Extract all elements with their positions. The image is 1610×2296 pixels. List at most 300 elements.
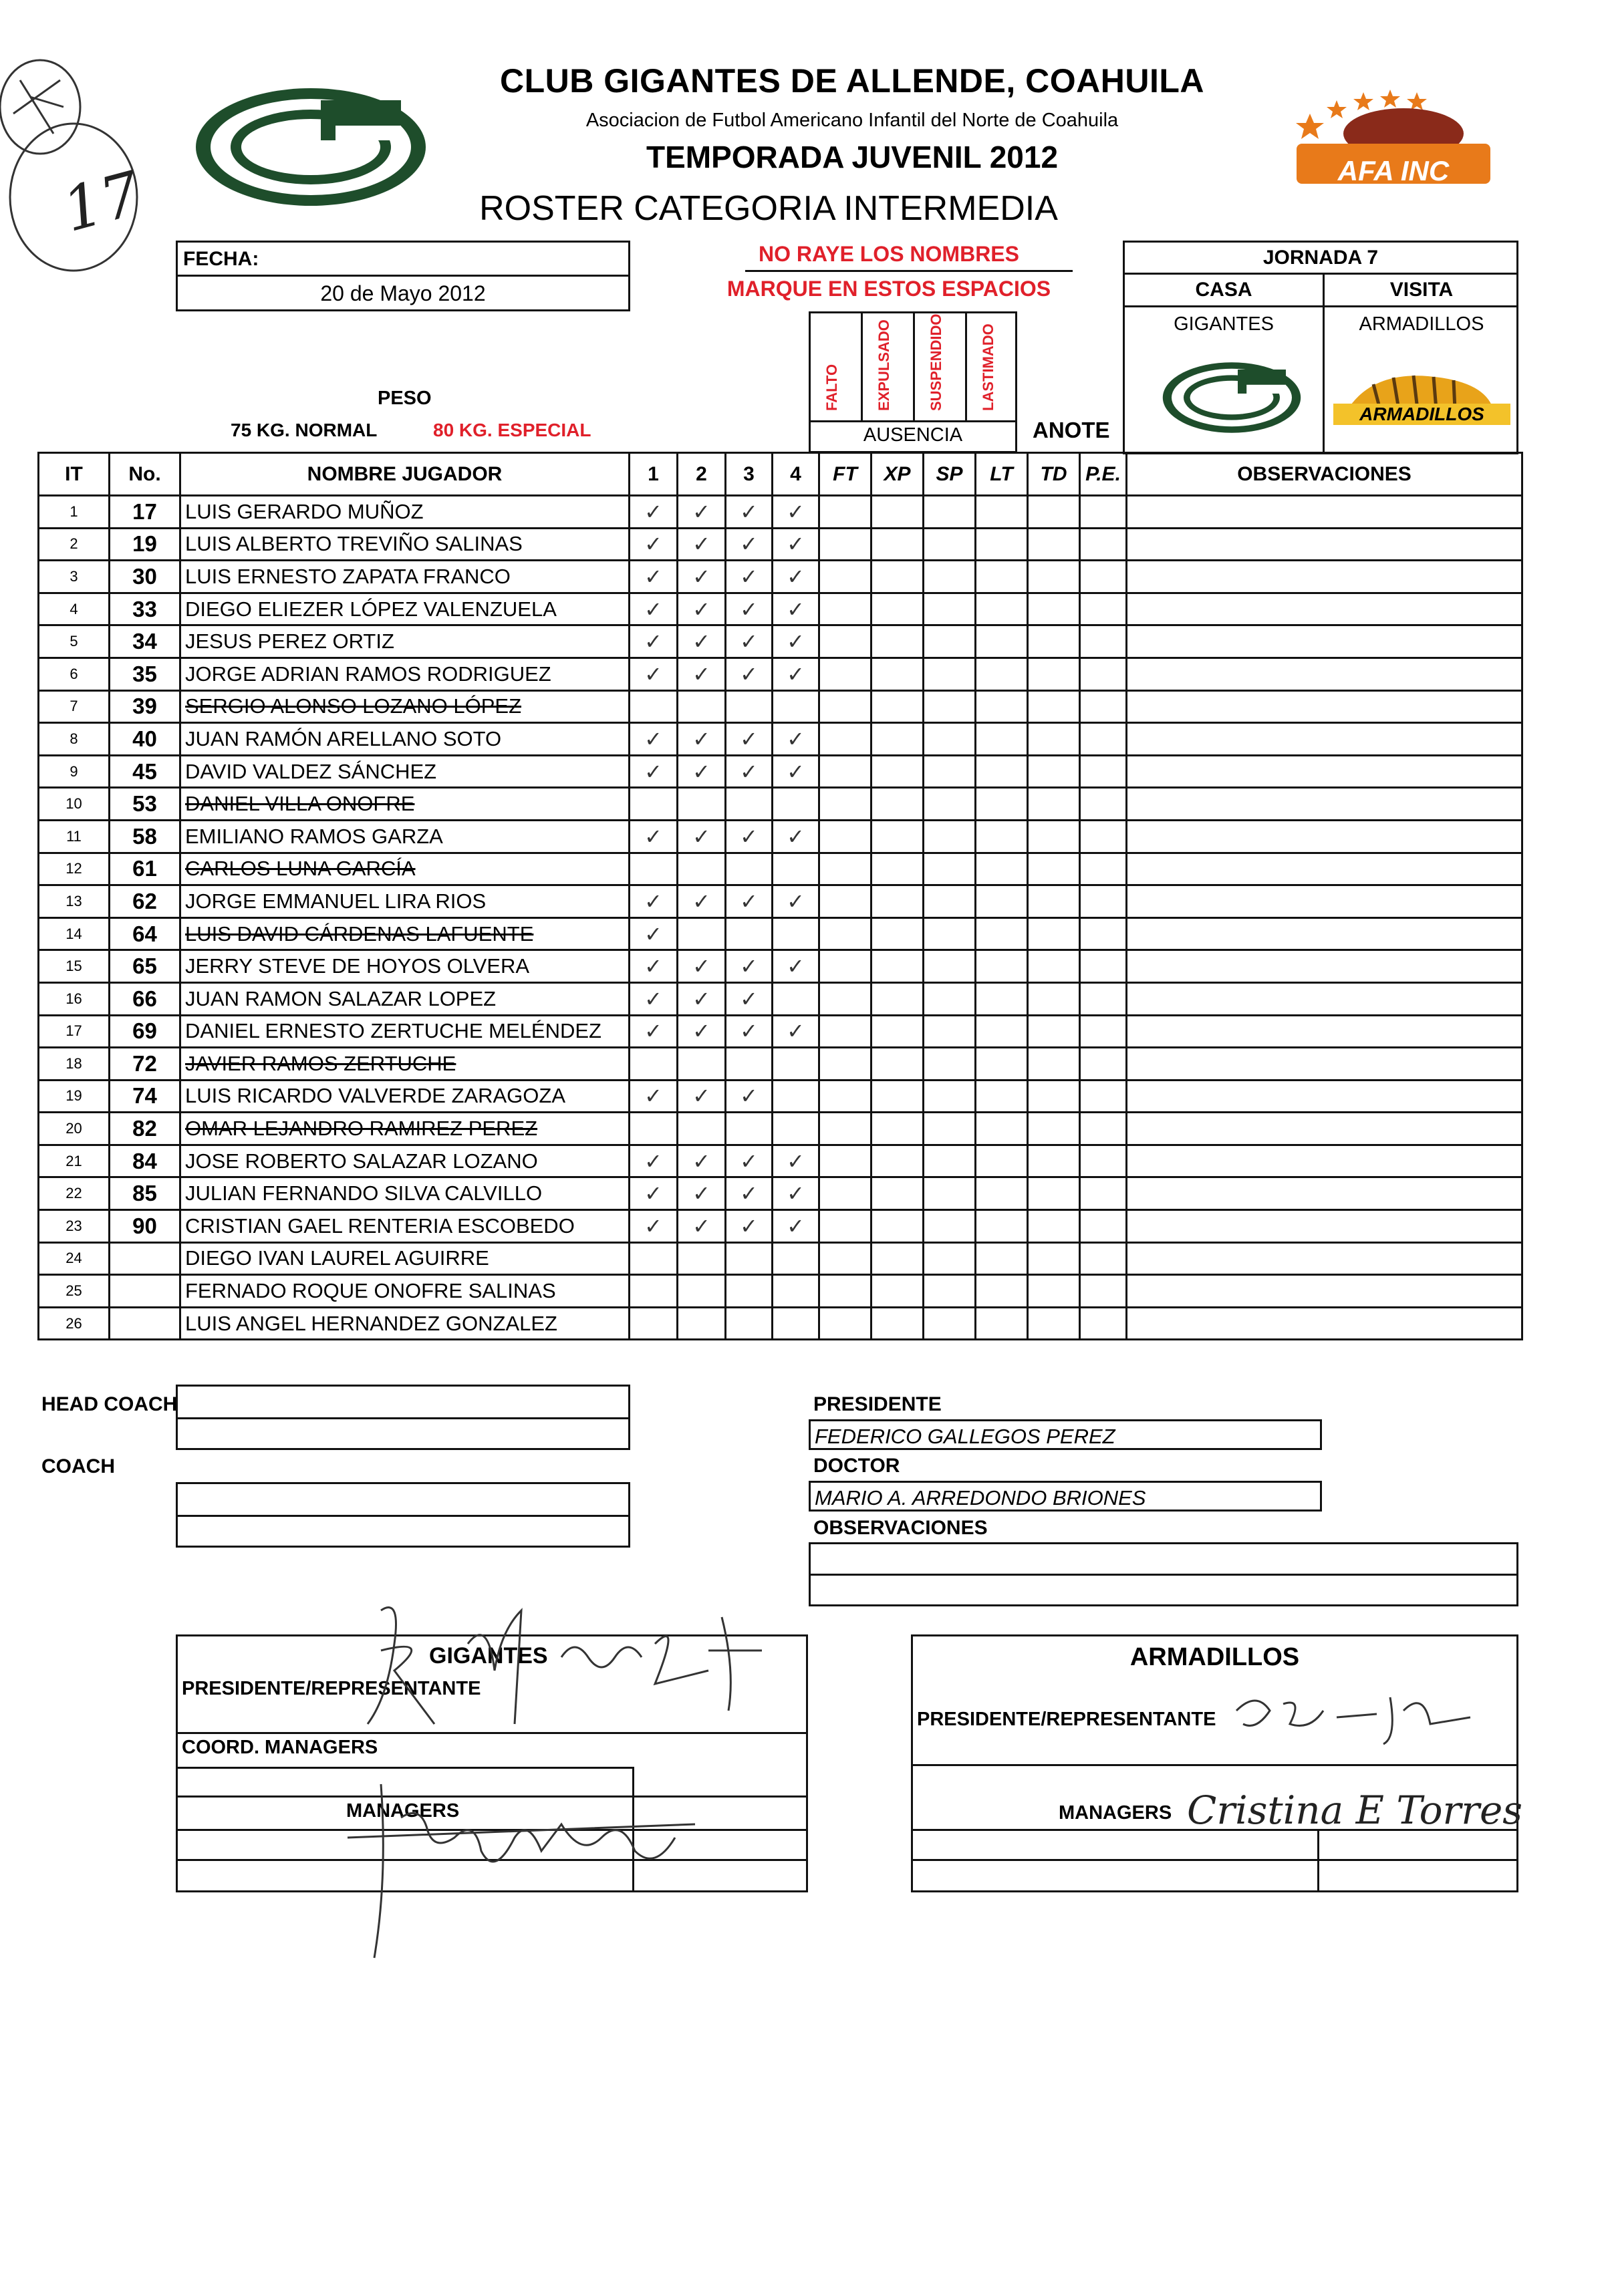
quarter-4-cell[interactable]: ✓ — [773, 593, 819, 625]
td-cell[interactable] — [1028, 1080, 1080, 1113]
quarter-1-cell[interactable] — [630, 788, 678, 821]
xp-cell[interactable] — [871, 561, 924, 593]
observations-cell[interactable] — [1127, 1275, 1522, 1308]
quarter-4-cell[interactable]: ✓ — [773, 1015, 819, 1048]
sp-cell[interactable] — [924, 561, 976, 593]
quarter-3-cell[interactable] — [726, 690, 773, 723]
pe-cell[interactable] — [1080, 625, 1127, 658]
quarter-1-cell[interactable]: ✓ — [630, 561, 678, 593]
row-index: 20 — [39, 1113, 110, 1145]
quarter-1-cell[interactable]: ✓ — [630, 1015, 678, 1048]
quarter-2-cell[interactable] — [678, 853, 726, 885]
quarter-2-cell[interactable]: ✓ — [678, 625, 726, 658]
pe-cell[interactable] — [1080, 658, 1127, 690]
quarter-2-cell[interactable] — [678, 1275, 726, 1308]
lt-cell[interactable] — [976, 755, 1028, 788]
ft-cell[interactable] — [819, 982, 871, 1015]
home-team-logo — [1162, 357, 1302, 438]
quarter-3-cell[interactable]: ✓ — [726, 593, 773, 625]
pe-cell[interactable] — [1080, 853, 1127, 885]
lt-cell[interactable] — [976, 917, 1028, 950]
sp-cell[interactable] — [924, 788, 976, 821]
sp-cell[interactable] — [924, 950, 976, 983]
quarter-3-cell[interactable]: ✓ — [726, 1145, 773, 1177]
td-cell[interactable] — [1028, 625, 1080, 658]
xp-cell[interactable] — [871, 982, 924, 1015]
player-name: LUIS ALBERTO TREVIÑO SALINAS — [180, 528, 630, 561]
quarter-1-cell[interactable] — [630, 690, 678, 723]
td-cell[interactable] — [1028, 853, 1080, 885]
observations-cell[interactable] — [1127, 1210, 1522, 1243]
observations-cell[interactable] — [1127, 1177, 1522, 1210]
pe-cell[interactable] — [1080, 755, 1127, 788]
quarter-4-cell[interactable] — [773, 1080, 819, 1113]
pe-cell[interactable] — [1080, 528, 1127, 561]
quarter-4-cell[interactable] — [773, 1113, 819, 1145]
observations-field[interactable] — [809, 1542, 1518, 1606]
xp-cell[interactable] — [871, 1210, 924, 1243]
lt-cell[interactable] — [976, 723, 1028, 756]
observations-cell[interactable] — [1127, 496, 1522, 529]
td-cell[interactable] — [1028, 723, 1080, 756]
quarter-4-cell[interactable] — [773, 1242, 819, 1275]
sp-cell[interactable] — [924, 853, 976, 885]
quarter-4-cell[interactable]: ✓ — [773, 625, 819, 658]
td-cell[interactable] — [1028, 1113, 1080, 1145]
quarter-2-cell[interactable]: ✓ — [678, 1177, 726, 1210]
lt-cell[interactable] — [976, 1015, 1028, 1048]
ft-cell[interactable] — [819, 1210, 871, 1243]
sp-cell[interactable] — [924, 1113, 976, 1145]
quarter-2-cell[interactable] — [678, 788, 726, 821]
td-cell[interactable] — [1028, 1307, 1080, 1340]
ft-cell[interactable] — [819, 1080, 871, 1113]
pe-cell[interactable] — [1080, 820, 1127, 853]
observations-cell[interactable] — [1127, 820, 1522, 853]
sp-cell[interactable] — [924, 1307, 976, 1340]
ft-cell[interactable] — [819, 1275, 871, 1308]
sp-cell[interactable] — [924, 1048, 976, 1081]
xp-cell[interactable] — [871, 1048, 924, 1081]
quarter-2-cell[interactable]: ✓ — [678, 982, 726, 1015]
observations-cell[interactable] — [1127, 885, 1522, 918]
pe-cell[interactable] — [1080, 1113, 1127, 1145]
xp-cell[interactable] — [871, 853, 924, 885]
quarter-4-cell[interactable]: ✓ — [773, 658, 819, 690]
quarter-2-cell[interactable]: ✓ — [678, 496, 726, 529]
quarter-1-cell[interactable] — [630, 1275, 678, 1308]
quarter-2-cell[interactable]: ✓ — [678, 1210, 726, 1243]
td-cell[interactable] — [1028, 755, 1080, 788]
quarter-4-cell[interactable]: ✓ — [773, 528, 819, 561]
quarter-2-cell[interactable]: ✓ — [678, 593, 726, 625]
quarter-1-cell[interactable] — [630, 1048, 678, 1081]
ft-cell[interactable] — [819, 1242, 871, 1275]
president-field[interactable] — [809, 1419, 1322, 1450]
quarter-3-cell[interactable] — [726, 917, 773, 950]
sp-cell[interactable] — [924, 1275, 976, 1308]
td-cell[interactable] — [1028, 820, 1080, 853]
quarter-4-cell[interactable] — [773, 1307, 819, 1340]
jersey-number: 85 — [110, 1177, 180, 1210]
ft-cell[interactable] — [819, 917, 871, 950]
quarter-2-cell[interactable] — [678, 1242, 726, 1275]
lt-cell[interactable] — [976, 625, 1028, 658]
observations-cell[interactable] — [1127, 1145, 1522, 1177]
quarter-2-cell[interactable]: ✓ — [678, 820, 726, 853]
lt-cell[interactable] — [976, 788, 1028, 821]
quarter-2-cell[interactable]: ✓ — [678, 528, 726, 561]
ft-cell[interactable] — [819, 690, 871, 723]
ft-cell[interactable] — [819, 593, 871, 625]
quarter-4-cell[interactable]: ✓ — [773, 820, 819, 853]
quarter-1-cell[interactable] — [630, 1242, 678, 1275]
quarter-3-cell[interactable] — [726, 1048, 773, 1081]
coach-field[interactable] — [176, 1482, 630, 1548]
td-cell[interactable] — [1028, 496, 1080, 529]
ft-cell[interactable] — [819, 755, 871, 788]
pe-cell[interactable] — [1080, 885, 1127, 918]
td-cell[interactable] — [1028, 1177, 1080, 1210]
ft-cell[interactable] — [819, 1015, 871, 1048]
sp-cell[interactable] — [924, 885, 976, 918]
lt-cell[interactable] — [976, 1113, 1028, 1145]
observations-cell[interactable] — [1127, 1242, 1522, 1275]
pe-cell[interactable] — [1080, 1307, 1127, 1340]
quarter-1-cell[interactable]: ✓ — [630, 496, 678, 529]
xp-cell[interactable] — [871, 625, 924, 658]
quarter-3-cell[interactable] — [726, 853, 773, 885]
td-cell[interactable] — [1028, 1275, 1080, 1308]
observations-cell[interactable] — [1127, 593, 1522, 625]
pe-cell[interactable] — [1080, 1210, 1127, 1243]
observations-cell[interactable] — [1127, 853, 1522, 885]
sp-cell[interactable] — [924, 820, 976, 853]
quarter-4-cell[interactable]: ✓ — [773, 561, 819, 593]
lt-cell[interactable] — [976, 593, 1028, 625]
quarter-4-cell[interactable]: ✓ — [773, 885, 819, 918]
sp-cell[interactable] — [924, 690, 976, 723]
pe-cell[interactable] — [1080, 690, 1127, 723]
sp-cell[interactable] — [924, 982, 976, 1015]
observations-cell[interactable] — [1127, 625, 1522, 658]
observations-cell[interactable] — [1127, 755, 1522, 788]
xp-cell[interactable] — [871, 593, 924, 625]
quarter-3-cell[interactable]: ✓ — [726, 1080, 773, 1113]
td-cell[interactable] — [1028, 917, 1080, 950]
quarter-1-cell[interactable]: ✓ — [630, 982, 678, 1015]
lt-cell[interactable] — [976, 1210, 1028, 1243]
quarter-1-cell[interactable]: ✓ — [630, 950, 678, 983]
lt-cell[interactable] — [976, 690, 1028, 723]
xp-cell[interactable] — [871, 1015, 924, 1048]
lt-cell[interactable] — [976, 496, 1028, 529]
observations-cell[interactable] — [1127, 1080, 1522, 1113]
quarter-2-cell[interactable]: ✓ — [678, 885, 726, 918]
xp-cell[interactable] — [871, 917, 924, 950]
observations-cell[interactable] — [1127, 690, 1522, 723]
sp-cell[interactable] — [924, 1145, 976, 1177]
xp-cell[interactable] — [871, 1080, 924, 1113]
quarter-3-cell[interactable]: ✓ — [726, 1210, 773, 1243]
quarter-4-cell[interactable] — [773, 1048, 819, 1081]
quarter-4-cell[interactable] — [773, 788, 819, 821]
xp-cell[interactable] — [871, 755, 924, 788]
quarter-3-cell[interactable]: ✓ — [726, 1015, 773, 1048]
quarter-4-cell[interactable]: ✓ — [773, 1145, 819, 1177]
quarter-2-cell[interactable]: ✓ — [678, 1145, 726, 1177]
pe-cell[interactable] — [1080, 1242, 1127, 1275]
quarter-3-cell[interactable]: ✓ — [726, 950, 773, 983]
xp-cell[interactable] — [871, 1242, 924, 1275]
ft-cell[interactable] — [819, 1307, 871, 1340]
xp-cell[interactable] — [871, 528, 924, 561]
quarter-1-cell[interactable] — [630, 1113, 678, 1145]
pe-cell[interactable] — [1080, 1177, 1127, 1210]
quarter-4-cell[interactable]: ✓ — [773, 496, 819, 529]
ft-cell[interactable] — [819, 723, 871, 756]
quarter-3-cell[interactable] — [726, 1113, 773, 1145]
quarter-4-cell[interactable] — [773, 853, 819, 885]
ft-cell[interactable] — [819, 820, 871, 853]
quarter-3-cell[interactable]: ✓ — [726, 658, 773, 690]
sp-cell[interactable] — [924, 593, 976, 625]
observations-cell[interactable] — [1127, 1048, 1522, 1081]
xp-cell[interactable] — [871, 658, 924, 690]
td-cell[interactable] — [1028, 1145, 1080, 1177]
td-cell[interactable] — [1028, 950, 1080, 983]
ft-cell[interactable] — [819, 1048, 871, 1081]
quarter-2-cell[interactable]: ✓ — [678, 755, 726, 788]
quarter-2-cell[interactable]: ✓ — [678, 658, 726, 690]
lt-cell[interactable] — [976, 982, 1028, 1015]
lt-cell[interactable] — [976, 853, 1028, 885]
td-cell[interactable] — [1028, 1242, 1080, 1275]
quarter-3-cell[interactable]: ✓ — [726, 561, 773, 593]
head-coach-field[interactable] — [176, 1385, 630, 1450]
sp-cell[interactable] — [924, 625, 976, 658]
sp-cell[interactable] — [924, 1177, 976, 1210]
observations-cell[interactable] — [1127, 1307, 1522, 1340]
lt-cell[interactable] — [976, 1242, 1028, 1275]
td-cell[interactable] — [1028, 561, 1080, 593]
ft-cell[interactable] — [819, 496, 871, 529]
quarter-3-cell[interactable]: ✓ — [726, 885, 773, 918]
quarter-1-cell[interactable]: ✓ — [630, 528, 678, 561]
observations-cell[interactable] — [1127, 950, 1522, 983]
observations-cell[interactable] — [1127, 788, 1522, 821]
doctor-field[interactable] — [809, 1481, 1322, 1512]
sp-cell[interactable] — [924, 1242, 976, 1275]
pe-cell[interactable] — [1080, 950, 1127, 983]
td-cell[interactable] — [1028, 528, 1080, 561]
td-cell[interactable] — [1028, 593, 1080, 625]
sp-cell[interactable] — [924, 528, 976, 561]
td-cell[interactable] — [1028, 658, 1080, 690]
quarter-1-cell[interactable]: ✓ — [630, 1080, 678, 1113]
quarter-4-cell[interactable]: ✓ — [773, 723, 819, 756]
quarter-4-cell[interactable]: ✓ — [773, 1177, 819, 1210]
xp-cell[interactable] — [871, 723, 924, 756]
pe-cell[interactable] — [1080, 561, 1127, 593]
pe-cell[interactable] — [1080, 1015, 1127, 1048]
quarter-3-cell[interactable]: ✓ — [726, 625, 773, 658]
lt-cell[interactable] — [976, 1307, 1028, 1340]
quarter-3-cell[interactable] — [726, 1275, 773, 1308]
observations-cell[interactable] — [1127, 528, 1522, 561]
quarter-4-cell[interactable] — [773, 690, 819, 723]
lt-cell[interactable] — [976, 528, 1028, 561]
ft-cell[interactable] — [819, 1177, 871, 1210]
pe-cell[interactable] — [1080, 496, 1127, 529]
weight-special: 80 KG. ESPECIAL — [433, 420, 591, 440]
quarter-2-cell[interactable]: ✓ — [678, 561, 726, 593]
ft-cell[interactable] — [819, 658, 871, 690]
xp-cell[interactable] — [871, 1177, 924, 1210]
quarter-2-cell[interactable]: ✓ — [678, 1080, 726, 1113]
quarter-3-cell[interactable]: ✓ — [726, 528, 773, 561]
xp-cell[interactable] — [871, 1307, 924, 1340]
ft-cell[interactable] — [819, 528, 871, 561]
pe-cell[interactable] — [1080, 1275, 1127, 1308]
sp-cell[interactable] — [924, 917, 976, 950]
quarter-2-cell[interactable] — [678, 1307, 726, 1340]
xp-cell[interactable] — [871, 950, 924, 983]
td-cell[interactable] — [1028, 1210, 1080, 1243]
ft-cell[interactable] — [819, 1113, 871, 1145]
sp-cell[interactable] — [924, 496, 976, 529]
col-pe-header: P.E. — [1080, 453, 1127, 496]
lt-cell[interactable] — [976, 1275, 1028, 1308]
td-cell[interactable] — [1028, 1015, 1080, 1048]
quarter-3-cell[interactable] — [726, 788, 773, 821]
xp-cell[interactable] — [871, 1145, 924, 1177]
xp-cell[interactable] — [871, 1113, 924, 1145]
xp-cell[interactable] — [871, 690, 924, 723]
quarter-4-cell[interactable] — [773, 917, 819, 950]
pe-cell[interactable] — [1080, 1145, 1127, 1177]
ft-cell[interactable] — [819, 561, 871, 593]
observations-cell[interactable] — [1127, 658, 1522, 690]
td-cell[interactable] — [1028, 885, 1080, 918]
lt-cell[interactable] — [976, 1080, 1028, 1113]
quarter-1-cell[interactable]: ✓ — [630, 1145, 678, 1177]
quarter-3-cell[interactable] — [726, 1307, 773, 1340]
observations-cell[interactable] — [1127, 561, 1522, 593]
quarter-1-cell[interactable]: ✓ — [630, 820, 678, 853]
td-cell[interactable] — [1028, 982, 1080, 1015]
quarter-2-cell[interactable] — [678, 1048, 726, 1081]
pe-cell[interactable] — [1080, 788, 1127, 821]
td-cell[interactable] — [1028, 690, 1080, 723]
quarter-1-cell[interactable]: ✓ — [630, 755, 678, 788]
observations-cell[interactable] — [1127, 917, 1522, 950]
quarter-1-cell[interactable]: ✓ — [630, 1210, 678, 1243]
lt-cell[interactable] — [976, 950, 1028, 983]
lt-cell[interactable] — [976, 1048, 1028, 1081]
xp-cell[interactable] — [871, 885, 924, 918]
pe-cell[interactable] — [1080, 723, 1127, 756]
ft-cell[interactable] — [819, 885, 871, 918]
xp-cell[interactable] — [871, 1275, 924, 1308]
observations-cell[interactable] — [1127, 723, 1522, 756]
quarter-2-cell[interactable] — [678, 917, 726, 950]
sp-cell[interactable] — [924, 723, 976, 756]
quarter-1-cell[interactable]: ✓ — [630, 625, 678, 658]
pe-cell[interactable] — [1080, 1048, 1127, 1081]
player-name: DIEGO ELIEZER LÓPEZ VALENZUELA — [180, 593, 630, 625]
sp-cell[interactable] — [924, 1210, 976, 1243]
quarter-1-cell[interactable] — [630, 853, 678, 885]
sp-cell[interactable] — [924, 658, 976, 690]
lt-cell[interactable] — [976, 1177, 1028, 1210]
lt-cell[interactable] — [976, 1145, 1028, 1177]
quarter-1-cell[interactable]: ✓ — [630, 917, 678, 950]
ft-cell[interactable] — [819, 788, 871, 821]
xp-cell[interactable] — [871, 496, 924, 529]
quarter-3-cell[interactable]: ✓ — [726, 1177, 773, 1210]
quarter-3-cell[interactable]: ✓ — [726, 755, 773, 788]
quarter-4-cell[interactable] — [773, 982, 819, 1015]
ft-cell[interactable] — [819, 950, 871, 983]
pe-cell[interactable] — [1080, 1080, 1127, 1113]
xp-cell[interactable] — [871, 788, 924, 821]
quarter-3-cell[interactable]: ✓ — [726, 982, 773, 1015]
quarter-4-cell[interactable]: ✓ — [773, 950, 819, 983]
quarter-1-cell[interactable]: ✓ — [630, 1177, 678, 1210]
observations-cell[interactable] — [1127, 1113, 1522, 1145]
quarter-4-cell[interactable]: ✓ — [773, 1210, 819, 1243]
lt-cell[interactable] — [976, 885, 1028, 918]
quarter-1-cell[interactable]: ✓ — [630, 658, 678, 690]
quarter-2-cell[interactable] — [678, 690, 726, 723]
quarter-2-cell[interactable]: ✓ — [678, 1015, 726, 1048]
lt-cell[interactable] — [976, 561, 1028, 593]
quarter-1-cell[interactable]: ✓ — [630, 885, 678, 918]
quarter-4-cell[interactable]: ✓ — [773, 755, 819, 788]
ft-cell[interactable] — [819, 853, 871, 885]
quarter-3-cell[interactable]: ✓ — [726, 723, 773, 756]
pe-cell[interactable] — [1080, 982, 1127, 1015]
pe-cell[interactable] — [1080, 917, 1127, 950]
row-index: 21 — [39, 1145, 110, 1177]
observations-cell[interactable] — [1127, 1015, 1522, 1048]
pe-cell[interactable] — [1080, 593, 1127, 625]
quarter-2-cell[interactable]: ✓ — [678, 723, 726, 756]
sp-cell[interactable] — [924, 1015, 976, 1048]
quarter-1-cell[interactable]: ✓ — [630, 723, 678, 756]
quarter-2-cell[interactable] — [678, 1113, 726, 1145]
td-cell[interactable] — [1028, 1048, 1080, 1081]
quarter-3-cell[interactable]: ✓ — [726, 496, 773, 529]
quarter-3-cell[interactable]: ✓ — [726, 820, 773, 853]
td-cell[interactable] — [1028, 788, 1080, 821]
ft-cell[interactable] — [819, 1145, 871, 1177]
ft-cell[interactable] — [819, 625, 871, 658]
quarter-2-cell[interactable]: ✓ — [678, 950, 726, 983]
quarter-1-cell[interactable] — [630, 1307, 678, 1340]
lt-cell[interactable] — [976, 658, 1028, 690]
sp-cell[interactable] — [924, 755, 976, 788]
quarter-3-cell[interactable] — [726, 1242, 773, 1275]
xp-cell[interactable] — [871, 820, 924, 853]
date-value[interactable]: 20 de Mayo 2012 — [320, 281, 486, 305]
sp-cell[interactable] — [924, 1080, 976, 1113]
observations-cell[interactable] — [1127, 982, 1522, 1015]
quarter-4-cell[interactable] — [773, 1275, 819, 1308]
lt-cell[interactable] — [976, 820, 1028, 853]
quarter-1-cell[interactable]: ✓ — [630, 593, 678, 625]
